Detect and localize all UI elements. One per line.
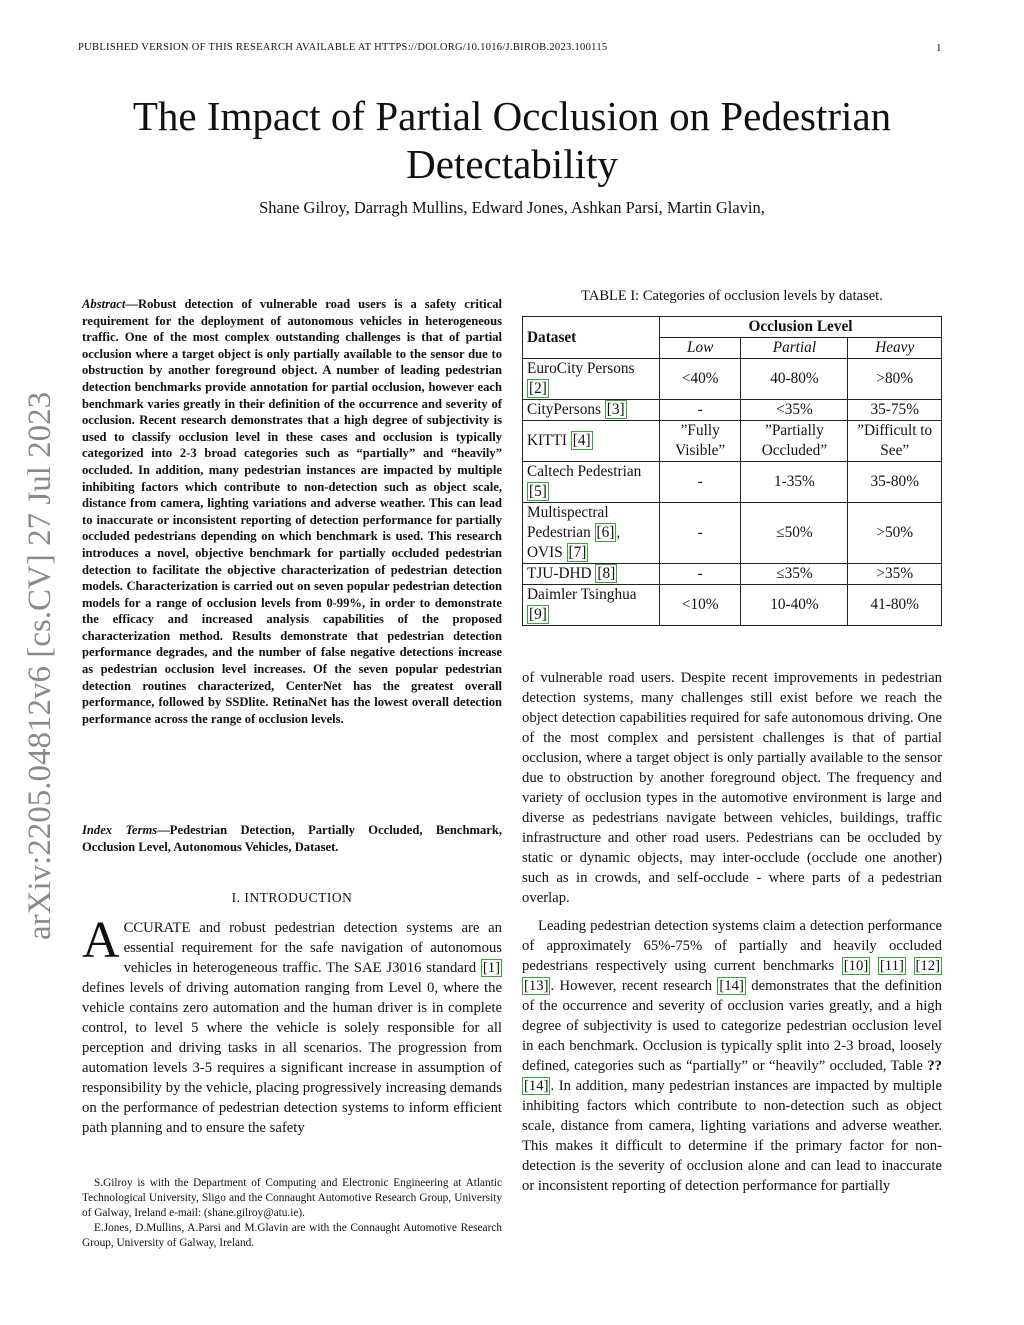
citation-link[interactable]: [14] bbox=[524, 1078, 549, 1094]
table-row bbox=[523, 421, 942, 462]
citation-link[interactable]: [2] bbox=[529, 380, 547, 397]
text-span: . In addition, many pedestrian instances are impacted by multiple inhibiting factors which contribute to non-detection such as object scale, distance from camera, lighting variations and adverse weather. This makes it difficult to determine if the primary factor for non-detection is the severity of occlusion alone and can lead to inaccurate or inconsistent reporting of detection performance for partially bbox=[522, 1078, 942, 1194]
heavy-cell: 35-75% bbox=[848, 400, 942, 421]
text-span: . However, recent research bbox=[550, 978, 718, 994]
table-row bbox=[523, 359, 942, 400]
intro-paragraph bbox=[82, 912, 502, 1138]
citation-link[interactable]: [10] bbox=[843, 958, 869, 974]
running-head: PUBLISHED VERSION OF THIS RESEARCH AVAILABLE AT HTTPS://DOI.ORG/10.1016/J.BIROB.2023.100115 bbox=[78, 42, 608, 53]
low-cell: - bbox=[660, 503, 741, 564]
section-first-letter: I bbox=[244, 890, 250, 905]
subheader-partial: Partial bbox=[741, 338, 848, 359]
citation-link[interactable]: [7] bbox=[568, 544, 587, 561]
partial-cell: 40-80% bbox=[741, 359, 848, 400]
heavy-cell: 35-80% bbox=[848, 462, 942, 503]
page-number: 1 bbox=[936, 42, 942, 54]
citation-link[interactable]: [5] bbox=[529, 483, 547, 500]
dataset-name: , OVIS bbox=[527, 524, 621, 561]
subheader-low: Low bbox=[660, 338, 741, 359]
table-row bbox=[523, 564, 942, 585]
dataset-cell bbox=[523, 421, 660, 462]
heavy-cell: ”Difficult to See” bbox=[848, 421, 942, 462]
dataset-name: KITTI bbox=[527, 432, 571, 449]
partial-cell: ≤50% bbox=[741, 503, 848, 564]
citation-link[interactable]: [14] bbox=[719, 978, 744, 994]
footnote: E.Jones, D.Mullins, A.Parsi and M.Glavin are with the Connaught Automotive Research Group, University of Galway, Ireland. bbox=[82, 1222, 502, 1249]
dataset-cell bbox=[523, 585, 660, 626]
section-number: I. bbox=[231, 890, 241, 905]
low-cell: - bbox=[660, 462, 741, 503]
abstract-text: —Robust detection of vulnerable road users is a safety critical requirement for the deployment of autonomous vehicles in heterogeneous traffic. One of the most complex outstanding challenges is that of partial occlusion where a target object is only partially available to the sensor due to obstruction by another foreground object. A number of leading pedestrian detection benchmarks provide annotation for partial occlusion, however each benchmark varies greatly in their definition of the occurrence and severity of occlusion. Recent research demonstrates that a high degree of subjectivity is used to classify occlusion level in these cases and occlusion is typically categorized into 2-3 broad categories such as “partially” and “heavily” occluded. In addition, many pedestrian instances are impacted by multiple inhibiting factors which contribute to non-detection such as object scale, distance from camera, lighting variations and adverse weather. This can lead to inaccurate or inconsistent reporting of detection performance for partially occluded pedestrians depending on which benchmark is used. This research introduces a novel, objective benchmark for partially occluded pedestrian detection to facilitate the objective characterization of pedestrian detection models. Characterization is carried out on seven popular pedestrian detection models for a range of occlusion levels from 0-99%, in order to demonstrate the efficacy and increased analysis capabilities of the proposed characterization method. Results demonstrate that pedestrian detection performance degrades, and the number of false negative detections increase as pedestrian occlusion level increases. Of the seven popular pedestrian detection routines characterized, CenterNet has the greatest overall performance, followed by SSDlite. RetinaNet has the lowest overall detection performance across the range of occlusion levels. bbox=[82, 297, 502, 726]
table-row bbox=[523, 585, 942, 626]
section-heading bbox=[82, 890, 502, 906]
low-cell: <10% bbox=[660, 585, 741, 626]
heavy-cell: 41-80% bbox=[848, 585, 942, 626]
citation-link[interactable]: [4] bbox=[572, 432, 591, 449]
heavy-cell: >50% bbox=[848, 503, 942, 564]
index-terms-text: —Pedestrian Detection, Partially Occluded, Benchmark, Occlusion Level, Autonomous Vehicles, Dataset. bbox=[82, 823, 502, 854]
citation-link[interactable]: [13] bbox=[524, 978, 549, 994]
paper-title: The Impact of Partial Occlusion on Pedestrian Detectability bbox=[132, 93, 892, 187]
low-cell: ”Fully Visible” bbox=[660, 421, 741, 462]
unresolved-ref: ?? bbox=[927, 1058, 942, 1074]
text-span: demonstrates that the definition of the occurrence and severity of occlusion varies greatly, and a high degree of subjectivity is used to categorize pedestrian occlusion level in each benchmark. Occlusion is typically split into 2-3 broad, loosely defined, categories such as “partially” or “heavily” occluded, Table bbox=[522, 978, 942, 1074]
right-column-text bbox=[522, 668, 942, 1204]
low-cell: - bbox=[660, 400, 741, 421]
citation-link[interactable]: [12] bbox=[915, 958, 940, 974]
partial-cell: ≤35% bbox=[741, 564, 848, 585]
footnotes bbox=[82, 1176, 502, 1251]
partial-cell: 1-35% bbox=[741, 462, 848, 503]
col-header-dataset: Dataset bbox=[523, 317, 660, 359]
dataset-name: CityPersons bbox=[527, 401, 605, 418]
heavy-cell: >35% bbox=[848, 564, 942, 585]
citation-link[interactable]: [1] bbox=[482, 960, 500, 976]
abstract-label: Abstract bbox=[82, 297, 126, 311]
footnote: S.Gilroy is with the Department of Computing and Electronic Engineering at Atlantic Technological University, Sligo and the Connaught Automotive Research Group, University of Galway, Ireland e-mail: (shane.gilroy@atu.ie). bbox=[82, 1177, 502, 1219]
heavy-cell: >80% bbox=[848, 359, 942, 400]
partial-cell: <35% bbox=[741, 400, 848, 421]
index-terms-label: Index Terms bbox=[82, 823, 158, 837]
intro-text-end: defines levels of driving automation ranging from Level 0, where the vehicle contains zero automation and the human driver is in complete control, to level 5 where the vehicle is solely responsible for all perception and driving tasks in all scenarios. The progression from automation levels 3-5 requires a significant increase in assumption of responsibility by the vehicle, placing progressively increasing demands on the performance of pedestrian detection systems to inform efficient path planning and to ensure the safety bbox=[82, 980, 502, 1136]
citation-link[interactable]: [3] bbox=[606, 401, 625, 418]
partial-cell: 10-40% bbox=[741, 585, 848, 626]
col-header-occlusion-level: Occlusion Level bbox=[660, 317, 942, 338]
citation-link[interactable]: [11] bbox=[879, 958, 904, 974]
subheader-heavy: Heavy bbox=[848, 338, 942, 359]
drop-cap: A bbox=[82, 912, 120, 969]
dataset-name: Multispectral Pedestrian bbox=[527, 504, 609, 541]
section-rest: NTRODUCTION bbox=[249, 890, 353, 905]
paper-authors: Shane Gilroy, Darragh Mullins, Edward Jones, Ashkan Parsi, Martin Glavin, bbox=[259, 198, 765, 217]
abstract bbox=[82, 296, 502, 727]
dataset-cell bbox=[523, 462, 660, 503]
dataset-name: TJU-DHD bbox=[527, 565, 596, 582]
paragraph: of vulnerable road users. Despite recent improvements in pedestrian detection systems, many challenges still exist before we reach the object detection capabilities required for safe autonomous driving. One of the most complex and persistent challenges is that of partial occlusion, where a target object is only partially available to the sensor due to obstruction by another foreground object. The frequency and variety of occlusion types in the automotive environment is large and diverse as pedestrians navigate between vehicles, buildings, traffic infrastructure and other road users. Pedestrians can be occluded by static or dynamic objects, may inter-occlude (occlude one another) such as in crowds, and self-occlude - where parts of a pedestrian overlap. bbox=[522, 670, 942, 906]
table-caption: TABLE I: Categories of occlusion levels by dataset. bbox=[581, 288, 883, 304]
table-row bbox=[523, 503, 942, 564]
dataset-cell bbox=[523, 564, 660, 585]
intro-text-start: CCURATE and robust pedestrian detection systems are an essential requirement for the safe navigation of autonomous vehicles in heterogeneous traffic. The SAE J3016 standard bbox=[123, 920, 502, 976]
dataset-name: EuroCity Persons bbox=[527, 360, 635, 377]
text-span: Leading pedestrian detection systems claim a detection performance of approximately 65%-75% of partially and heavily occluded pedestrians respectively using current benchmarks bbox=[522, 918, 942, 974]
arxiv-sidebar-id[interactable]: arXiv:2205.04812v6 [cs.CV] 27 Jul 2023 bbox=[22, 391, 58, 940]
low-cell: - bbox=[660, 564, 741, 585]
citation-link[interactable]: [9] bbox=[529, 606, 547, 623]
dataset-cell bbox=[523, 503, 660, 564]
occlusion-table bbox=[522, 316, 942, 626]
dataset-cell bbox=[523, 400, 660, 421]
paragraph bbox=[522, 916, 942, 1196]
index-terms bbox=[82, 822, 502, 855]
citation-link[interactable]: [6] bbox=[596, 524, 615, 541]
partial-cell: ”Partially Occluded” bbox=[741, 421, 848, 462]
citation-link[interactable]: [8] bbox=[597, 565, 616, 582]
dataset-name: Caltech Pedestrian bbox=[527, 463, 642, 480]
table-row bbox=[523, 462, 942, 503]
table-row bbox=[523, 400, 942, 421]
low-cell: <40% bbox=[660, 359, 741, 400]
dataset-cell bbox=[523, 359, 660, 400]
dataset-name: Daimler Tsinghua bbox=[527, 586, 637, 603]
